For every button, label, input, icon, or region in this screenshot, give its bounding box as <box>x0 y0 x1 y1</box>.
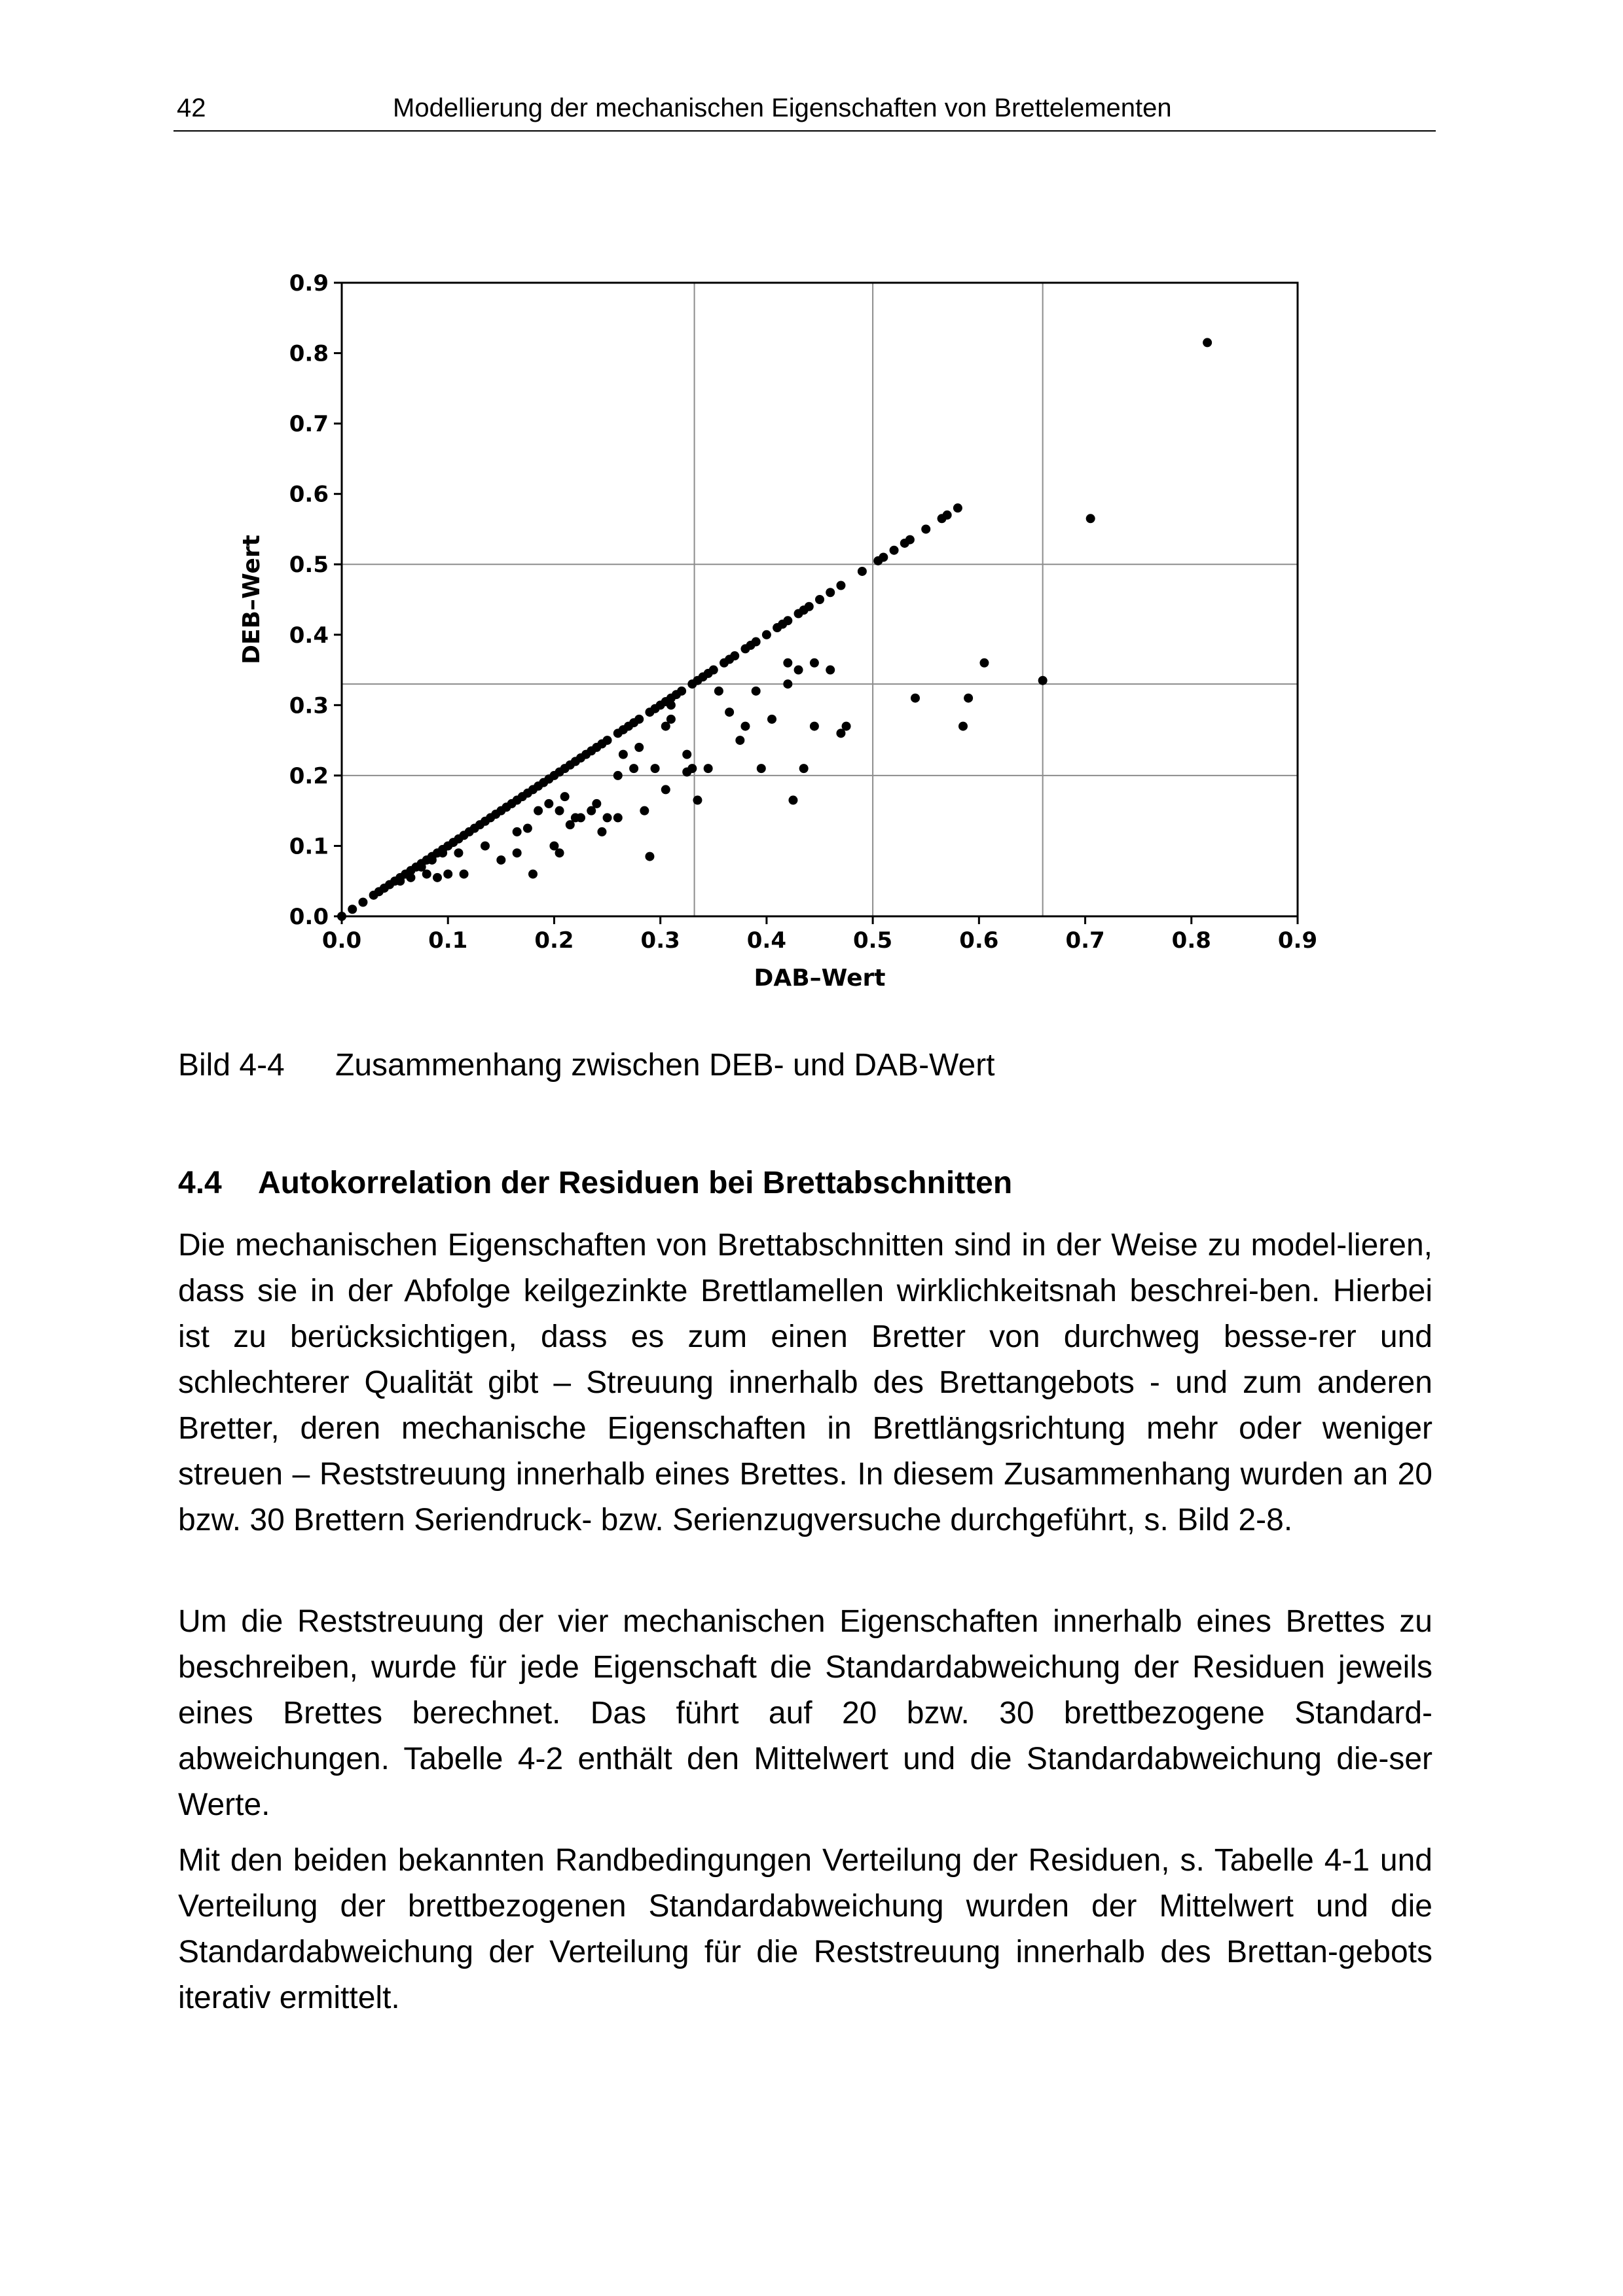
data-point <box>799 764 809 773</box>
y-tick-label: 0.1 <box>289 833 329 860</box>
x-axis-label: DAB–Wert <box>754 965 886 992</box>
data-point <box>576 813 585 822</box>
data-point <box>528 869 538 878</box>
data-point <box>629 764 638 773</box>
data-point <box>836 581 845 590</box>
y-axis-label: DEB–Wert <box>238 535 265 664</box>
paragraph-3: Mit den beiden bekannten Randbedingungen Verteilung der Residuen, s. Tabelle 4-1 und Verteilung der brettbezogenen Standardabweichung wurden der Mittelwert und die Standardabweichung der Verteilung für die Reststreuung innerhalb des Brettan-gebots iterativ ermittelt. <box>178 1843 1432 2015</box>
y-tick-label: 0.5 <box>289 552 329 579</box>
y-tick-label: 0.0 <box>289 904 329 930</box>
data-point <box>1203 338 1212 347</box>
data-point <box>805 602 814 611</box>
data-point <box>682 750 691 759</box>
data-point <box>613 771 623 780</box>
data-point <box>603 736 612 745</box>
data-point <box>555 806 564 816</box>
y-tick-label: 0.4 <box>289 622 329 649</box>
x-tick-label: 0.3 <box>640 927 680 954</box>
section-heading <box>178 1165 1012 1201</box>
data-point <box>443 869 452 878</box>
data-point <box>964 694 973 703</box>
data-point <box>890 546 899 555</box>
data-point <box>555 848 564 857</box>
paragraph-1: Die mechanischen Eigenschaften von Brettabschnitten sind in der Weise zu model-lieren, dass sie in der Abfolge keilgezinkte Brettlamellen wirklichkeitsnah beschrei-ben. Hierbei ist zu berücksichtigen, dass es zum einen Bretter von durchweg besse-rer und schlechterer Qualität gibt – Streuung innerhalb des Brettangebots - und zum anderen Bretter, deren mechanische Eigenschaften in Brettlängsrichtung mehr oder weniger streuen – Reststreuung innerhalb eines Brettes. In diesem Zusammenhang wurden an 20 bzw. 30 Brettern Seriendruck- bzw. Serienzugversuche durchgeführt, s. Bild 2-8. <box>178 1228 1432 1537</box>
data-point <box>677 687 686 696</box>
data-point <box>513 827 522 836</box>
data-point <box>752 637 761 647</box>
data-point <box>788 796 797 805</box>
data-point <box>619 750 628 759</box>
data-point <box>454 848 463 857</box>
x-tick-label: 0.8 <box>1171 927 1211 954</box>
scatter-chart <box>0 0 1623 1021</box>
data-point <box>979 658 989 668</box>
data-point <box>858 567 867 576</box>
data-point <box>783 679 792 689</box>
data-point <box>597 827 606 836</box>
y-tick-label: 0.8 <box>289 340 329 367</box>
x-tick-label: 0.5 <box>852 927 893 954</box>
data-point <box>794 666 803 675</box>
data-point <box>826 666 835 675</box>
data-point <box>704 764 713 773</box>
data-point <box>645 852 654 861</box>
y-tick-label: 0.6 <box>289 481 329 508</box>
data-point <box>428 855 437 865</box>
data-point <box>879 552 888 562</box>
data-point <box>826 588 835 597</box>
data-point <box>640 806 649 816</box>
data-point <box>762 630 771 639</box>
data-point <box>709 666 718 675</box>
x-tick-label: 0.9 <box>1277 927 1318 954</box>
data-point <box>634 743 644 752</box>
data-point <box>433 873 442 882</box>
x-tick-label: 0.1 <box>428 927 468 954</box>
paragraph-2: Um die Reststreuung der vier mechanischen Eigenschaften innerhalb eines Brettes zu beschreiben, wurde für jede Eigenschaft die Standardabweichung der Residuen jeweils eines Brettes berechnet. Das führt auf 20 bzw. 30 brettbezogene Standard-abweichungen. Tabelle 4-2 enthält den Mittelwert und die Standardabweichung die-ser Werte. <box>178 1604 1432 1822</box>
section-number: 4.4 <box>178 1166 222 1200</box>
data-point <box>953 503 962 512</box>
data-point <box>358 897 367 906</box>
data-point <box>460 869 469 878</box>
data-points <box>337 338 1212 921</box>
data-point <box>1038 676 1048 685</box>
x-tick-label: 0.4 <box>746 927 787 954</box>
x-tick-label: 0.7 <box>1065 927 1105 954</box>
data-point <box>661 722 670 731</box>
data-point <box>730 651 739 660</box>
x-tick-label: 0.0 <box>321 927 362 954</box>
y-tick-label: 0.9 <box>289 270 329 296</box>
data-point <box>693 796 702 805</box>
data-point <box>757 764 766 773</box>
data-point <box>438 848 447 857</box>
figure-caption: Zusammenhang zwischen DEB- und DAB-Wert <box>335 1048 995 1083</box>
section-title: Autokorrelation der Residuen bei Brettabschnitten <box>258 1166 1013 1200</box>
data-point <box>634 715 644 724</box>
data-point <box>603 813 612 822</box>
y-tick-label: 0.3 <box>289 692 329 719</box>
data-point <box>1086 514 1095 523</box>
data-point <box>544 799 553 808</box>
data-point <box>767 715 776 724</box>
data-point <box>842 722 851 731</box>
y-tick-label: 0.2 <box>289 762 329 789</box>
data-point <box>337 912 346 921</box>
running-title: Modellierung der mechanischen Eigenschaften von Brettelementen <box>393 94 1172 122</box>
data-point <box>592 799 601 808</box>
data-point <box>905 535 915 545</box>
data-point <box>406 873 415 882</box>
data-point <box>735 736 744 745</box>
data-point <box>613 813 623 822</box>
data-point <box>417 863 426 872</box>
x-tick-label: 0.2 <box>534 927 574 954</box>
y-tick-label: 0.7 <box>289 411 329 438</box>
data-point <box>921 524 930 533</box>
data-point <box>958 722 968 731</box>
data-point <box>810 722 819 731</box>
data-point <box>687 764 697 773</box>
figure-label: Bild 4-4 <box>178 1048 285 1083</box>
x-tick-label: 0.6 <box>959 927 999 954</box>
data-point <box>943 511 952 520</box>
data-point <box>560 792 570 801</box>
data-point <box>481 841 490 850</box>
data-point <box>651 764 660 773</box>
data-point <box>534 806 543 816</box>
data-point <box>752 687 761 696</box>
data-point <box>740 722 750 731</box>
data-point <box>666 700 676 709</box>
data-point <box>513 848 522 857</box>
data-point <box>783 616 792 625</box>
data-point <box>714 687 723 696</box>
data-point <box>348 905 357 914</box>
data-point <box>810 658 819 668</box>
data-point <box>496 855 505 865</box>
data-point <box>661 785 670 794</box>
data-point <box>725 708 734 717</box>
data-point <box>783 658 792 668</box>
data-point <box>395 876 405 886</box>
data-point <box>523 824 532 833</box>
data-point <box>815 595 824 604</box>
page-number: 42 <box>177 94 206 122</box>
data-point <box>911 694 920 703</box>
